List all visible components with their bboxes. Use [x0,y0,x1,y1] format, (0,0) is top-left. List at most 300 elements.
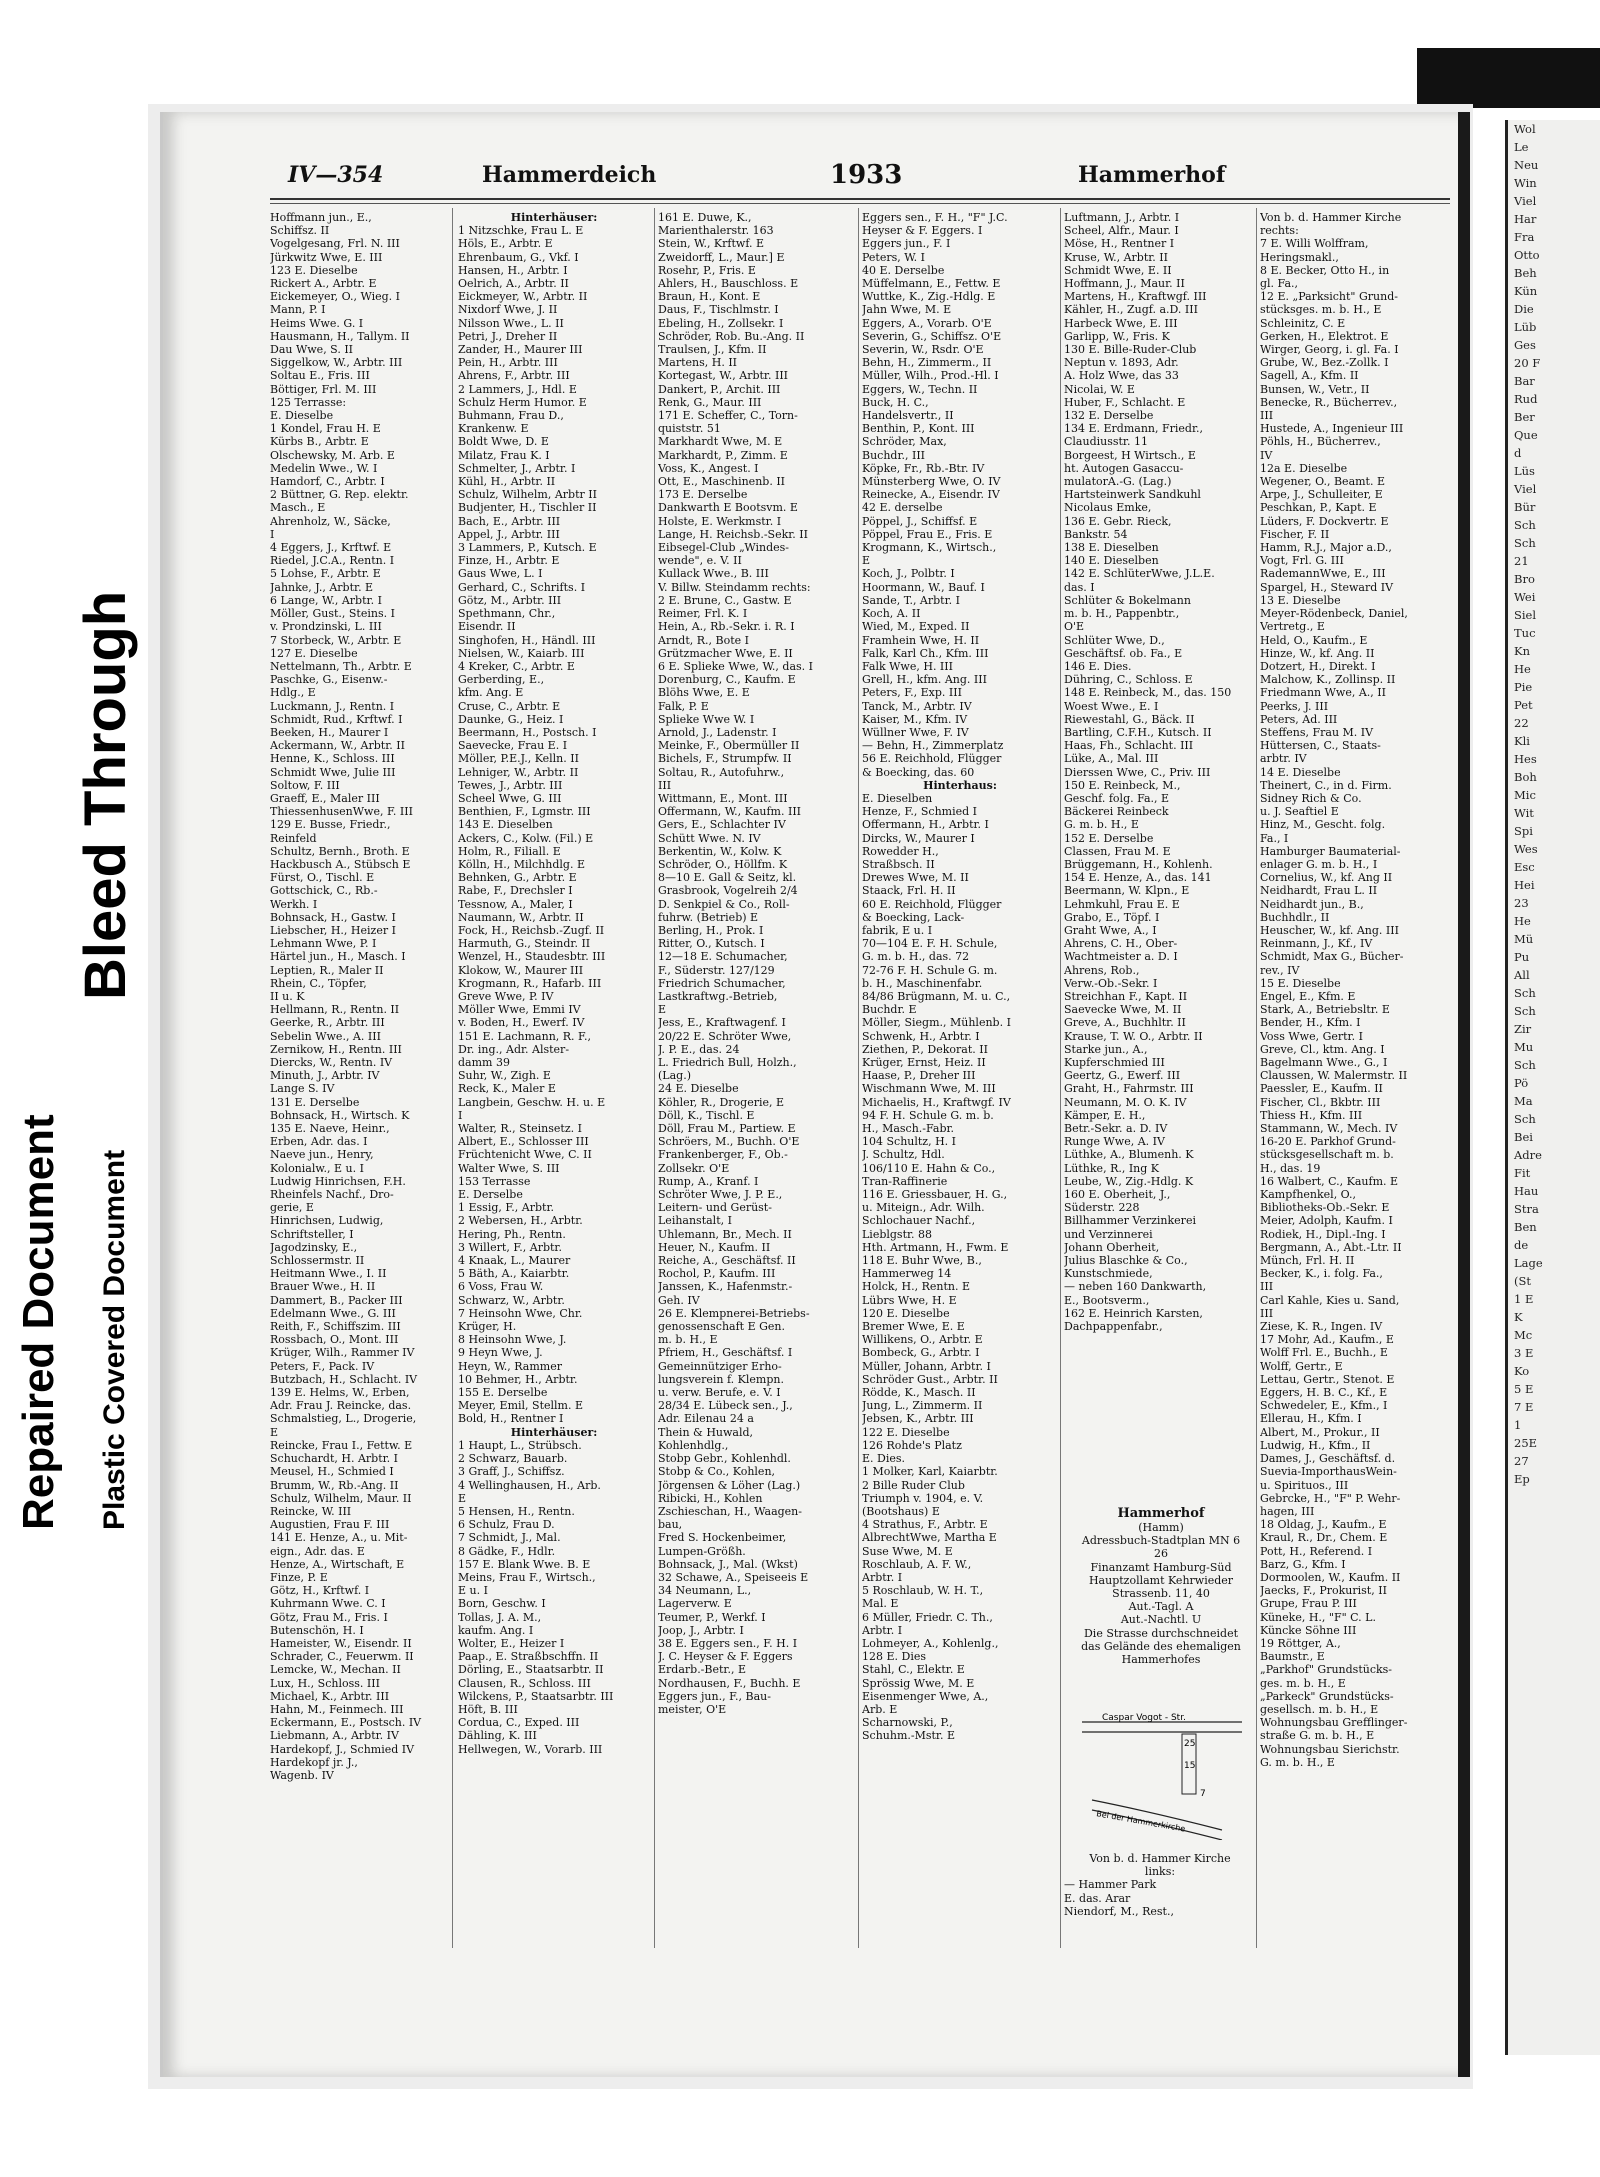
next-page-line: Lüs [1514,464,1535,478]
next-page-line: Mic [1514,788,1536,802]
directory-line: Engel, E., Kfm. E [1260,989,1356,1003]
directory-line: Riewestahl, G., Bäck. II [1064,712,1195,726]
directory-line: Teumer, P., Werkf. I [658,1610,766,1624]
directory-line: Krankenw. E [458,422,529,436]
directory-line: Kraul, R., Dr., Chem. E [1260,1531,1388,1545]
directory-line: Mann, P. I [270,303,326,317]
directory-line: Wolff Frl. E., Buchh., E [1260,1346,1388,1360]
next-page-line: Mu [1514,1040,1534,1054]
directory-line: 8 Gädke, F., Hdlr. [458,1544,556,1558]
next-page-line: Kün [1514,284,1538,298]
next-page-line: Adre [1514,1148,1542,1162]
directory-line: 148 E. Reinbeck, M., das. 150 [1064,686,1232,700]
directory-line: u. J. Seaftiel E [1260,805,1339,819]
directory-line: Offermann, H., Arbtr. I [862,818,989,832]
directory-line: Münsterberg Wwe, O. IV [862,475,1001,489]
directory-line: u. verw. Berufe, e. V. I [658,1386,781,1400]
directory-line: Krause, T. W. O., Arbtr. II [1064,1029,1203,1043]
column-divider [452,208,453,1948]
directory-line: 6 Müller, Friedr. C. Th., [862,1610,993,1624]
directory-line: Finze, P. E [270,1570,328,1584]
directory-line: 15 E. Dieselbe [1260,976,1341,990]
directory-line: Leptien, R., Maler II [270,963,384,977]
directory-column-2 [458,211,650,1951]
directory-line: Köhler, R., Drogerie, E [658,1095,785,1109]
directory-line: Buck, H. C., [862,395,929,409]
directory-line: 13 E. Dieselbe [1260,593,1341,607]
directory-line: 5 Hensen, H., Rentn. [458,1504,575,1518]
directory-line: Thiess H., Kfm. III [1260,1108,1363,1122]
directory-line: „Parkeck" Grundstücks- [1260,1689,1394,1703]
directory-line: Buchhdlr., II [1260,910,1330,924]
directory-line: ThiessenhusenWwe, F. III [270,805,413,819]
directory-line: 72-76 F. H. Schule G. m. [862,963,998,977]
directory-line: Meinke, F., Obermüller II [658,739,800,753]
directory-line: Wittmann, E., Mont. III [658,791,788,805]
directory-line: 152 E. Derselbe [1064,831,1154,845]
directory-line: Falk, P. E [658,699,709,713]
directory-column-1 [270,211,448,1951]
directory-line: 9 Heyn Wwe, J. [458,1346,543,1360]
directory-line: Kortegast, W., Arbtr. III [658,369,789,383]
directory-line: Jürkwitz Wwe, E. III [270,250,383,264]
directory-line: 122 E. Dieselbe [862,1425,950,1439]
directory-line: Langbein, Geschw. H. u. E [458,1095,606,1109]
directory-line: Dau Wwe, S. II [270,343,354,357]
next-page-line: Bür [1514,500,1536,514]
directory-line: Huber, F., Schlacht. E [1064,395,1186,409]
directory-line: Eickemeyer, O., Wieg. I [270,290,400,304]
next-page-line: Win [1514,176,1537,190]
directory-line: Zweidorff, L., Maur.] E [658,250,785,264]
directory-line: Meier, Adolph, Kaufm. I [1260,1214,1393,1228]
directory-line: Wischmann Wwe, M. III [862,1082,996,1096]
directory-line: Adr. Eilenau 24 a [658,1412,754,1426]
next-page-line: Wit [1514,806,1534,820]
directory-line: 24 E. Dieselbe [658,1082,739,1096]
directory-line: Wolter, E., Heizer I [458,1636,565,1650]
directory-line: 84/86 Brügmann, M. u. C., [862,989,1011,1003]
directory-line: 161 E. Duwe, K., [658,211,752,224]
directory-line: Michaelis, H., Kraftwgf. IV [862,1095,1011,1109]
directory-line: 171 E. Scheffer, C., Torn- [658,409,798,423]
directory-line: 17 Mohr, Ad., Kaufm., E [1260,1333,1394,1347]
directory-line: Classen, Frau M. E [1064,844,1171,858]
directory-line: Bagelmann Wwe., G., I [1260,1056,1388,1069]
directory-line: Ziese, K. R., Ingen. IV [1260,1320,1383,1334]
directory-line: Bohnsack, J., Mal. (Wkst) [658,1557,798,1571]
directory-line: 3 Graff, J., Schiffsz. [458,1465,565,1479]
directory-line: Boldt Wwe, D. E [458,435,549,449]
directory-line: 2 Büttner, G. Rep. elektr. [270,488,409,502]
map-label-25: 25 [1184,1739,1196,1749]
directory-line: Schlossermstr. II [270,1254,365,1268]
directory-line: Falk, Karl Ch., Kfm. III [862,646,989,660]
directory-line: Harbeck Wwe, E. III [1064,316,1178,330]
directory-line: 1 Essig, F., Arbtr. [458,1201,554,1215]
directory-line: AlbrechtWwe, Martha E [862,1531,997,1545]
directory-line: Böttiger, Frl. M. III [270,382,377,396]
directory-line: 173 E. Derselbe [658,488,748,502]
directory-line: Heyser & F. Eggers. I [862,224,983,238]
directory-line: Möller, P.E.J., Kelln. II [458,752,579,766]
directory-line: Reinfeld [270,831,317,845]
directory-line: Lehmann Wwe, P. I [270,937,377,951]
directory-line: 1 Kondel, Frau H. E [270,422,381,436]
directory-line: Erdarb.-Betr., E [658,1663,746,1677]
directory-line: 42 E. derselbe [862,501,943,515]
directory-line: Brüggemann, H., Kohlenh. [1064,857,1213,871]
directory-line: 8 Heinsohn Wwe, J. [458,1333,567,1347]
directory-line: Benthin, P., Kont. III [862,422,975,436]
directory-line: Bender, H., Kfm. I [1260,1016,1361,1030]
directory-line: Bibliotheks-Ob.-Sekr. E [1260,1201,1390,1215]
hammerhof-after-entries [1064,1852,1256,1918]
directory-line: Brumm, W., Rb.-Ang. II [270,1478,399,1492]
directory-line: Buhmann, Frau D., [458,409,564,423]
directory-line: 6 Voss, Frau W. [458,1280,544,1294]
directory-line: Bichels, F., Strumpfw. II [658,752,792,766]
directory-line: gerie, E [270,1201,314,1215]
directory-line: 1 Nitzschke, Frau L. E [458,224,584,238]
directory-line: Ott, E., Maschinenb. II [658,475,786,489]
directory-line: Schwarz, W., Arbtr. [458,1293,565,1307]
directory-line: O'E [1064,620,1085,634]
directory-line: und Verzinnerei [1064,1227,1153,1241]
directory-line: Zander, H., Maurer III [458,343,583,357]
next-page-line: Lüb [1514,320,1537,334]
directory-line: 139 E. Helms, W., Erben, [270,1386,410,1400]
directory-column-5 [1064,211,1254,1496]
next-page-line: Sch [1514,1004,1536,1018]
hammerhof-info-line: Adressbuch-Stadtplan MN 6 [1081,1534,1241,1548]
directory-line: 7 E. Willi Wolffram, [1260,237,1369,251]
directory-line: Cruse, C., Arbtr. E [458,699,561,713]
directory-line: E. das. Arar [1064,1891,1131,1905]
next-page-line: 7 E [1514,1400,1534,1414]
directory-line: Suevia-ImporthausWein- [1260,1465,1397,1479]
directory-line: Dormoolen, W., Kaufm. II [1260,1570,1401,1584]
next-page-line: 3 E [1514,1346,1534,1360]
directory-line: III [1260,409,1274,423]
directory-line: Grupe, Frau P. III [1260,1597,1357,1611]
directory-line: Bohnsack, H., Wirtsch. K [270,1108,410,1122]
directory-line: 104 Schultz, H. I [862,1135,957,1149]
hammerhof-info-line: Aut.-Nachtl. U [1120,1613,1202,1627]
directory-line: 3 Lammers, P., Kutsch. E [458,541,597,555]
directory-line: Suhr, W., Zigh. E [458,1069,551,1083]
directory-line: — Hammer Park [1064,1878,1157,1892]
directory-line: 16-20 E. Parkhof Grund- [1260,1135,1396,1149]
directory-line: Arndt, R., Bote I [658,633,749,647]
next-page-line: 27 [1514,1454,1529,1468]
directory-line: Wagenb. IV [270,1768,334,1782]
directory-line: Scheel Wwe, G. III [458,791,562,805]
directory-line: Neptun v. 1893, Adr. [1064,356,1179,370]
directory-line: Niendorf, M., Rest., [1064,1904,1174,1918]
directory-line: 12—18 E. Schumacher, [658,950,788,964]
directory-line: Rödde, K., Masch. II [862,1386,976,1400]
next-page-line: K [1514,1310,1523,1324]
next-page-line: Lage [1514,1256,1543,1270]
directory-line: 157 E. Blank Wwe. B. E [458,1557,591,1571]
directory-line: Drewes Wwe, M. II [862,871,969,885]
directory-line: H., das. 19 [1260,1161,1321,1175]
directory-line: Heyn, W., Rammer [458,1359,562,1373]
directory-line: Reinecke, A., Eisendr. IV [862,488,1000,502]
directory-line: Dankwarth E Bootsvm. E [658,501,798,515]
directory-line: Nordhausen, F., Buchh. E [658,1676,801,1690]
repaired-document-label: Repaired Document [14,1114,63,1530]
next-page-line: 5 E [1514,1382,1534,1396]
directory-line: Jahn Wwe, M. E [862,303,952,317]
directory-line: Minuth, J., Arbtr. IV [270,1069,380,1083]
directory-line: 143 E. Dieselben [458,818,553,832]
directory-line: 146 E. Dies. [1064,659,1132,673]
directory-line: mulatorA.-G. (Lag.) [1064,475,1172,489]
next-page-line: Pu [1514,950,1530,964]
directory-line: Eggers jun., F., Bau- [658,1689,771,1703]
directory-line: Möse, H., Rentner I [1064,237,1175,251]
directory-line: 142 E. SchlüterWwe, J.L.E. [1064,567,1215,581]
directory-line: D. Senkpiel & Co., Roll- [658,897,790,911]
hammerhof-info-line: das Gelände des ehemaligen [1081,1639,1241,1653]
directory-line: Hinterhäuser: [510,1425,598,1439]
directory-line: Tewes, J., Arbtr. III [458,778,563,792]
directory-line: Reincke, W. III [270,1504,352,1518]
page-gutter [1458,112,1470,2077]
directory-line: Wuttke, K., Zig.-Hdlg. E [862,290,996,304]
directory-line: stücksges. m. b. H., E [1260,303,1382,317]
directory-line: J. P. E., das. 24 [658,1042,740,1056]
directory-line: m. b. H., Pappenbtr., [1064,607,1180,621]
directory-line: Carl Kahle, Kies u. Sand, [1260,1293,1400,1307]
next-page-line: Beh [1514,266,1537,280]
directory-line: Walter Wwe, S. III [458,1161,560,1175]
directory-line: Nixdorf Wwe, J. II [458,303,558,317]
directory-line: Lehniger, W., Arbtr. II [458,765,579,779]
directory-line: Graeff, E., Maler III [270,791,380,805]
directory-line: Meyer, Emil, Stellm. E [458,1399,583,1413]
directory-line: Schröder Gust., Arbtr. II [862,1372,998,1386]
directory-line: Peters, F., Exp. III [862,686,962,700]
directory-line: Liebscher, H., Heizer I [270,923,396,937]
hammerhof-title: Hammerhof [1117,1506,1205,1521]
directory-line: Krüger, Wilh., Rammer IV [270,1346,415,1360]
directory-line: rev., IV [1260,963,1300,977]
directory-line: Gemeinnütziger Erho- [658,1359,782,1373]
directory-line: Jörgensen & Löher (Lag.) [658,1478,801,1492]
directory-line: fabrik, E u. I [862,923,933,937]
directory-line: bau, [658,1518,683,1532]
directory-line: Neidhardt jun., B., [1260,897,1364,911]
directory-line: 4 Strathus, F., Arbtr. E [862,1518,988,1532]
directory-line: Sagell, A., Kfm. II [1260,369,1359,383]
next-page-line: Sch [1514,518,1536,532]
directory-column-3 [658,211,854,1951]
directory-line: Hoormann, W., Bauf. I [862,580,985,594]
directory-line: Triumph v. 1904, e. V. [862,1491,984,1505]
header-rule [270,198,1450,200]
directory-line: Leihanstalt, I [658,1214,732,1228]
directory-line: Zollsekr. O'E [658,1161,730,1175]
hammerhof-subtitle: (Hamm) [1138,1521,1184,1534]
directory-line: Greve, A., Buchhltr. II [1064,1016,1186,1030]
next-page-line: Otto [1514,248,1540,262]
directory-line: 7 Heinsohn Wwe, Chr. [458,1306,583,1320]
directory-line: Liebmann, A., Arbtr. IV [270,1729,399,1743]
directory-line: Kupferschmied III [1064,1056,1165,1069]
directory-line: I [458,1108,463,1122]
directory-line: Wachtmeister a. D. I [1064,950,1178,964]
directory-line: Kämper, E. H., [1064,1108,1146,1122]
directory-line: Theinert, C., in d. Firm. [1260,778,1392,792]
directory-line: Lüders, F. Dockvertr. E [1260,514,1389,528]
directory-line: Eickmeyer, W., Arbtr. II [458,290,588,304]
directory-line: Heitmann Wwe., I. II [270,1267,387,1281]
directory-line: hagen, III [1260,1504,1315,1518]
directory-line: Kähler, H., Zugf. a.D. III [1064,303,1198,317]
directory-line: Traulsen, J., Kfm. II [658,343,767,357]
directory-line: Tollas, J. A. M., [458,1610,542,1624]
directory-line: Budjenter, H., Tischler II [458,501,597,515]
directory-line: Dotzert, H., Direkt. I [1260,659,1376,673]
directory-line: Severin, G., Schiffsz. O'E [862,329,1002,343]
directory-line: Greve, Cl., ktm. Ang. I [1260,1042,1385,1056]
directory-line: 128 E. Dies [862,1650,927,1664]
directory-line: Hameister, W., Eisendr. II [270,1636,412,1650]
directory-line: quiststr. 51 [658,422,721,436]
directory-line: Brauer Wwe., H. II [270,1280,376,1294]
directory-line: Jess, E., Kraftwagenf. I [658,1016,786,1030]
directory-line: 154 E. Henze, A., das. 141 [1064,871,1212,885]
directory-line: E [458,1491,467,1505]
directory-line: Staack, Frl. H. II [862,884,956,898]
directory-line: Behnken, G., Arbtr. E [458,871,577,885]
next-page-line: Hau [1514,1184,1539,1198]
directory-line: Ahrens, C. H., Ober- [1064,937,1178,951]
directory-line: Lettau, Gertr., Stenot. E [1260,1372,1395,1386]
directory-line: Dircks, W., Maurer I [862,831,975,845]
directory-line: Götz, Frau M., Fris. I [270,1610,388,1624]
directory-line: Wolff, Gertr., E [1260,1359,1343,1373]
directory-line: 125 Terrasse: [270,395,347,409]
directory-line: Süderstr. 228 [1064,1201,1140,1215]
directory-line: Haase, P., Dreher III [862,1069,976,1083]
directory-line: Schmalstieg, L., Drogerie, [270,1412,417,1426]
directory-line: Rheinfels Nachf., Dro- [270,1188,394,1202]
directory-line: 127 E. Dieselbe [270,646,358,660]
next-page-line: He [1514,662,1531,676]
directory-line: Schröers, M., Buchh. O'E [658,1135,800,1149]
next-page-line: 1 E [1514,1292,1534,1306]
directory-line: Saevecke, Frau E. I [458,739,568,753]
next-page-line: 1 [1514,1418,1522,1432]
directory-line: Hein, A., Rb.-Sekr. i. R. I [658,620,795,634]
directory-line: Lastkraftwg.-Betrieb, [658,989,778,1003]
next-page-line: Hei [1514,878,1535,892]
directory-line: Paessler, E., Kaufm. II [1260,1082,1383,1096]
directory-line: Jebsen, K., Arbtr. III [862,1412,974,1426]
directory-line: Münch, Frl. H. II [1260,1254,1355,1268]
directory-line: Pott, H., Referend. I [1260,1544,1373,1558]
directory-line: 1 Haupt, L., Strübsch. [458,1438,582,1452]
directory-line: Michael, K., Arbtr. III [270,1689,390,1703]
directory-line: Berling, H., Prok. I [658,923,764,937]
directory-line: Ribicki, H., Kohlen [658,1491,763,1505]
directory-line: Hinterhäuser: [510,211,598,224]
directory-line: 4 Kreker, C., Arbtr. E [458,659,575,673]
directory-line: Kuhrmann Wwe. C. I [270,1597,386,1611]
directory-line: Kaiser, M., Kfm. IV [862,712,968,726]
directory-line: Spargel, H., Steward IV [1260,580,1394,594]
directory-line: Finze, H., Arbtr. E [458,554,560,568]
directory-line: F., Süderstr. 127/129 [658,963,775,977]
next-page-line: Wes [1514,842,1538,856]
directory-line: Ludwig, H., Kfm., II [1260,1438,1371,1452]
directory-line: H., Masch.-Fabr. [862,1122,955,1136]
directory-line: Borgeest, H Wirtsch., E [1064,448,1196,462]
directory-line: Arb. E [862,1702,898,1716]
hammerhof-info-line: Hammerhofes [1121,1653,1201,1667]
directory-line: Peschkan, P., Kapt. E [1260,501,1377,515]
directory-line: Soltow, F. III [270,778,340,792]
next-page-fragment [1505,120,1600,2055]
hammerhof-info [1062,1534,1260,1666]
directory-line: 120 E. Dieselbe [862,1306,950,1320]
directory-line: Scharnowski, P., [862,1716,953,1730]
directory-line: Rosehr, P., Fris. E [658,263,756,277]
directory-line: Mal. E [862,1597,899,1611]
directory-line: (Lag.) [658,1069,691,1083]
directory-line: fuhrw. (Betrieb) E [658,910,759,924]
directory-line: Frankenberger, F., Ob.- [658,1148,788,1162]
directory-line: Bunsen, W., Vetr., II [1260,382,1370,396]
directory-line: Hdlg., E [270,686,316,700]
directory-line: Lehmkuhl, Frau E. E [1064,897,1180,911]
directory-line: gesellsch. m. b. H., E [1260,1702,1379,1716]
directory-line: Masch., E [270,501,326,515]
next-page-line: Tuc [1514,626,1536,640]
directory-line: m. b. H., E [658,1333,718,1347]
directory-line: 7 Schmidt, J., Mal. [458,1531,561,1545]
directory-line: 6 Lange, W., Arbtr. I [270,593,382,607]
next-page-line: Esc [1514,860,1535,874]
directory-line: Arbtr. I [862,1570,903,1584]
directory-line: Schütt Wwe. N. IV [658,831,761,845]
directory-line: Geh. IV [658,1293,700,1307]
directory-line: Nettelmann, Th., Arbtr. E [270,659,412,673]
directory-line: Eggers, H. B. C., Kf., E [1260,1386,1388,1400]
directory-line: Bombeck, G., Arbtr. I [862,1346,980,1360]
directory-line: stücksgesellschaft m. b. [1260,1148,1394,1162]
directory-line: Willikens, O., Arbtr. E [862,1333,983,1347]
directory-line: J. Schultz, Hdl. [862,1148,945,1162]
directory-line: Henne, K., Schloss. III [270,752,395,766]
directory-line: Vertretg., E [1260,620,1325,634]
directory-line: eign., Adr. das. E [270,1544,365,1558]
directory-line: Wüllner Wwe, F. IV [862,725,969,739]
directory-line: Tran-Raffinerie [862,1174,948,1188]
directory-line: Paap., E. Straßbschffn. II [458,1650,599,1664]
directory-line: Lüthke, A., Blumenh. K [1064,1148,1194,1162]
directory-line: Grasbrook, Vogelreih 2/4 [658,884,798,898]
directory-line: E. Dies. [862,1452,906,1466]
directory-line: Möller, Gust., Steins. I [270,607,395,621]
directory-line: III [1260,1306,1274,1320]
directory-line: Saevecke Wwe, M. II [1064,1003,1182,1017]
directory-line: Ritter, O., Kutsch. I [658,937,765,951]
